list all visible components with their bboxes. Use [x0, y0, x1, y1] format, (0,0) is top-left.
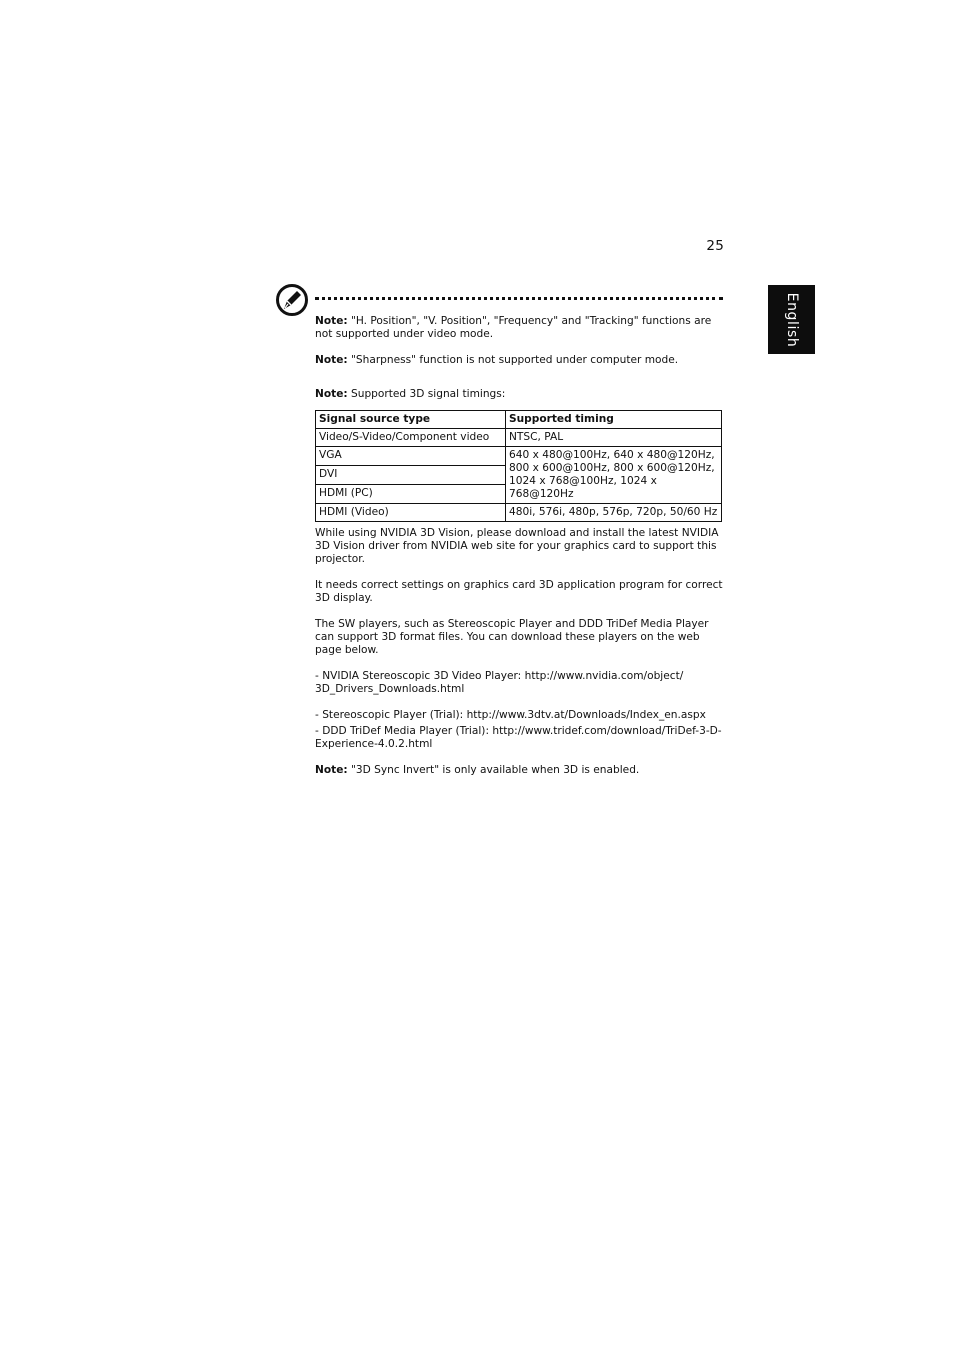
note-label: Note: — [315, 764, 348, 776]
table-row — [316, 504, 722, 522]
language-tab-label: English — [783, 292, 800, 347]
note-4 — [315, 764, 725, 777]
table-header-cell: Supported timing — [506, 411, 722, 429]
note-pen-icon — [275, 283, 309, 317]
table-header-row — [316, 411, 722, 429]
note-3-text: Supported 3D signal timings: — [351, 388, 506, 400]
note-3 — [315, 388, 725, 401]
table-row — [316, 429, 722, 447]
note-2 — [315, 354, 725, 367]
download-link-item: - NVIDIA Stereoscopic 3D Video Player: http://www.nvidia.com/object/ 3D_Drivers_Downloads.html — [315, 670, 684, 695]
table-cell-timing: 480i, 576i, 480p, 576p, 720p, 50/60 Hz — [506, 504, 722, 522]
table-cell-timing: 640 x 480@100Hz, 640 x 480@120Hz, 800 x 600@100Hz, 800 x 600@120Hz, 1024 x 768@100Hz, 1024 x 768@120Hz — [506, 447, 722, 504]
table-cell-source: Video/S-Video/Component video — [316, 429, 506, 447]
note-label: Note: — [315, 315, 348, 327]
paragraph: While using NVIDIA 3D Vision, please download and install the latest NVIDIA 3D Vision driver from NVIDIA web site for your graphics card to support this projector. — [315, 527, 719, 565]
table-cell-source: HDMI (Video) — [316, 504, 506, 522]
table-cell-source: DVI — [316, 466, 506, 485]
download-link-item: - Stereoscopic Player (Trial): http://www.3dtv.at/Downloads/Index_en.aspx — [315, 709, 706, 721]
table-row — [316, 447, 722, 466]
timing-table — [315, 410, 722, 522]
note-content — [315, 315, 725, 777]
note-4-text: "3D Sync Invert" is only available when 3D is enabled. — [351, 764, 640, 776]
note-divider — [315, 297, 723, 300]
download-link-item: - DDD TriDef Media Player (Trial): http://www.tridef.com/download/TriDef-3-D-Experience-4.0.2.html — [315, 725, 722, 750]
note-label: Note: — [315, 388, 348, 400]
language-tab — [768, 285, 815, 354]
table-cell-timing: NTSC, PAL — [506, 429, 722, 447]
table-cell-source: VGA — [316, 447, 506, 466]
paragraph: It needs correct settings on graphics card 3D application program for correct 3D display. — [315, 579, 723, 604]
table-cell-source: HDMI (PC) — [316, 485, 506, 504]
table-header-cell: Signal source type — [316, 411, 506, 429]
note-label: Note: — [315, 354, 348, 366]
page-number: 25 — [706, 238, 724, 254]
note-1-text: "H. Position", "V. Position", "Frequency" and "Tracking" functions are not supported under video mode. — [315, 315, 712, 340]
note-1 — [315, 315, 725, 341]
paragraph: The SW players, such as Stereoscopic Player and DDD TriDef Media Player can support 3D format files. You can download these players on the web page below. — [315, 618, 709, 656]
note-2-text: "Sharpness" function is not supported under computer mode. — [351, 354, 679, 366]
